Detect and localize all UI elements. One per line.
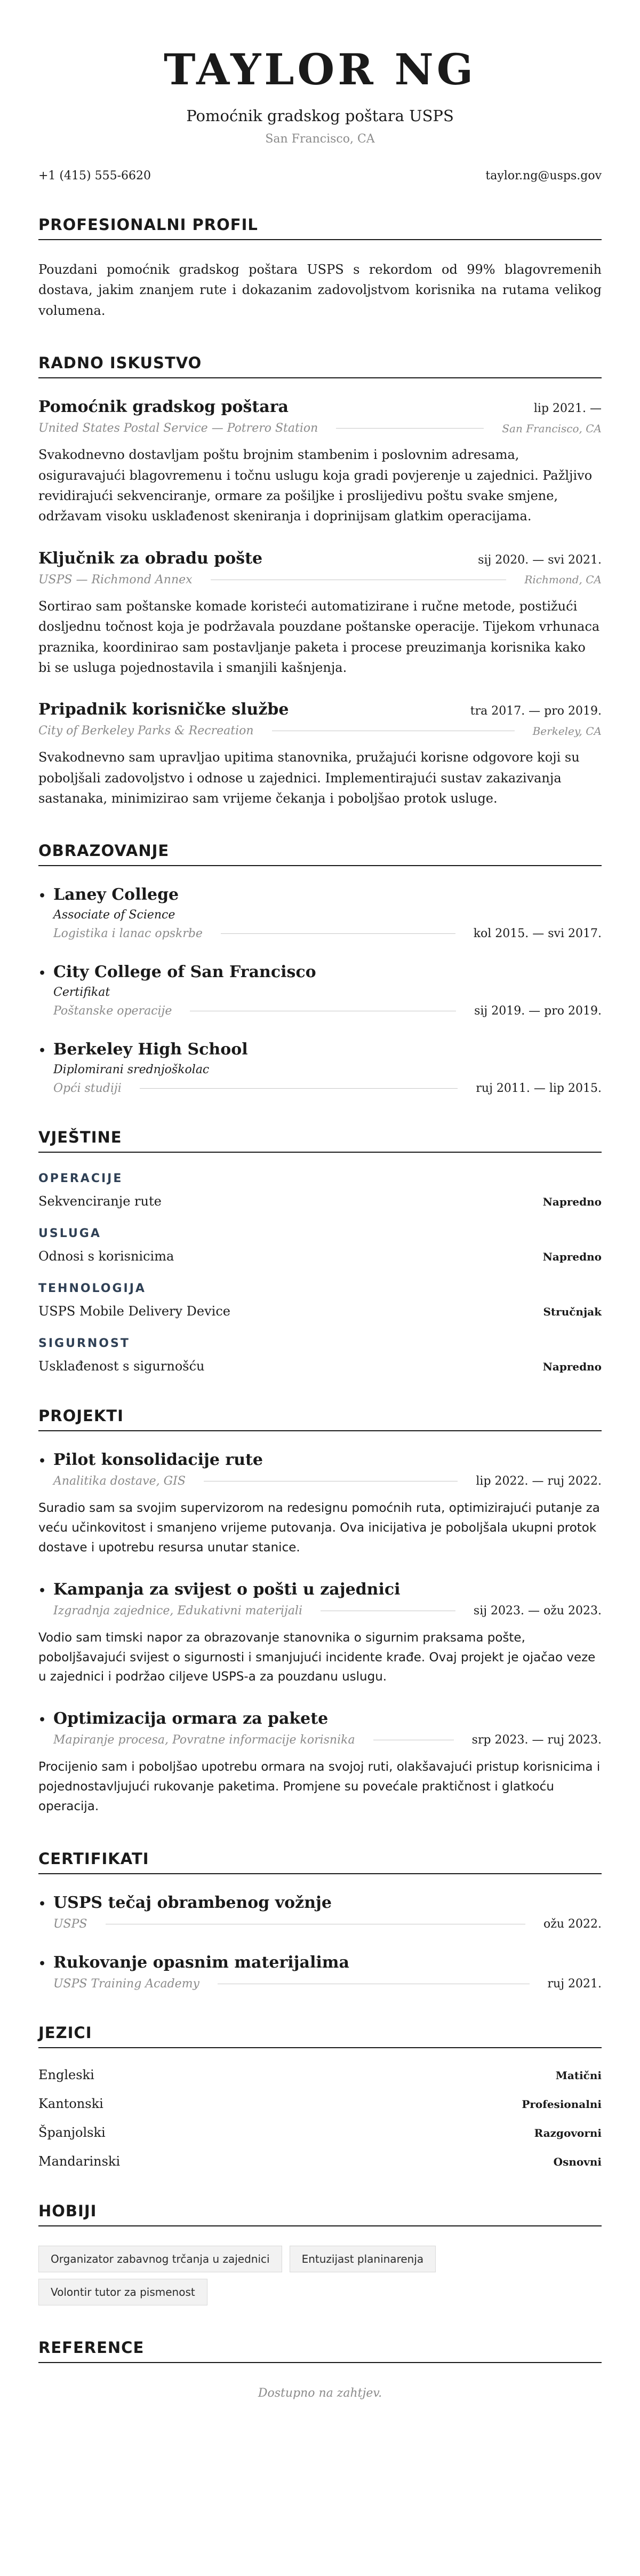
- language-level: Osnovni: [553, 2155, 602, 2168]
- project-description: Suradio sam sa svojim supervizorom na redesignu pomoćnih ruta, optimizirajući putanje za veću učinkovitost i smanjeno vrijeme putovanja. Ova inicijativa je poboljšala ukupni protok dostave i upotrebu resursa unutar stanice.: [38, 1501, 600, 1555]
- skill-level: Napredno: [542, 1195, 602, 1209]
- bullet-icon: •: [38, 1713, 46, 1727]
- languages-section: [38, 2024, 602, 2169]
- skill-category-name: TEHNOLOGIJA: [38, 1282, 146, 1296]
- skill-level: Napredno: [542, 1360, 602, 1374]
- bullet-icon: •: [38, 1583, 46, 1598]
- skill-category: [38, 1227, 602, 1264]
- project-date: lip 2022. — ruj 2022.: [476, 1475, 602, 1488]
- hobby-chip: Entuzijast planinarenja: [290, 2246, 436, 2272]
- study-field: Opći studiji: [53, 1082, 122, 1096]
- job-location: Berkeley, CA: [532, 724, 602, 738]
- education-entry: [38, 963, 602, 1018]
- bullet-icon: •: [38, 966, 46, 981]
- skill-category-name: SIGURNOST: [38, 1337, 130, 1351]
- references-note: Dostupno na zahtjev.: [258, 2386, 382, 2400]
- bullet-icon: •: [38, 889, 46, 903]
- education-entry: [38, 885, 602, 940]
- resume-header: [38, 44, 602, 146]
- experience-section: [38, 354, 602, 809]
- language-name: Mandarinski: [38, 2153, 121, 2169]
- section-heading: PROJEKTI: [38, 1407, 602, 1431]
- skill-name: Sekvenciranje rute: [38, 1194, 162, 1209]
- job-date: sij 2020. — svi 2021.: [478, 553, 602, 567]
- job-description: Sortirao sam poštanske komade koristeći automatizirane i ručne metode, postižući dosljednu točnost koja je podržavala pouzdane poštanske operacije. Tijekom vrhunaca praznika, koordinirao sam postavljanje paketa i procese preuzimanja korisnika kako bi se usluga pojednostavila i smanjili kašnjenja.: [38, 598, 600, 675]
- study-field: Logistika i lanac opskrbe: [53, 927, 203, 941]
- certificate-title: USPS tečaj obrambenog vožnje: [53, 1893, 332, 1912]
- job-entry: [38, 549, 602, 678]
- skill-level: Napredno: [542, 1250, 602, 1264]
- language-row: [38, 2154, 602, 2169]
- section-heading: REFERENCE: [38, 2339, 602, 2363]
- school-name: Laney College: [53, 885, 179, 905]
- hobbies-section: [38, 2202, 602, 2305]
- project-date: srp 2023. — ruj 2023.: [471, 1733, 602, 1747]
- divider: [336, 428, 484, 429]
- project-title: Optimizacija ormara za pakete: [53, 1709, 329, 1729]
- language-row: [38, 2096, 602, 2111]
- certificate-date: ruj 2021.: [547, 1977, 602, 1991]
- project-tags: Izgradnja zajednice, Edukativni materijali: [53, 1604, 303, 1618]
- language-row: [38, 2125, 602, 2140]
- section-heading: CERTIFIKATI: [38, 1850, 602, 1874]
- project-description: Vodio sam timski napor za obrazovanje stanovnika o sigurnim praksama pošte, poboljšavajući svijest o sigurnosti i smanjujući incidente krađe. Ovaj projekt je ojačao veze u zajednici i podržao ciljeve USPS-a za pouzdanu uslugu.: [38, 1630, 596, 1684]
- skill-category-name: OPERACIJE: [38, 1172, 123, 1186]
- skills-section: [38, 1128, 602, 1374]
- skill-name: Usklađenost s sigurnošću: [38, 1359, 205, 1374]
- candidate-location: San Francisco, CA: [265, 132, 375, 146]
- project-tags: Analitika dostave, GIS: [53, 1475, 186, 1488]
- skill-category: [38, 1172, 602, 1209]
- job-company: United States Postal Service — Potrero Station: [38, 422, 318, 435]
- section-heading: PROFESIONALNI PROFIL: [38, 216, 602, 240]
- skill-level: Stručnjak: [543, 1305, 602, 1319]
- section-heading: JEZICI: [38, 2024, 602, 2048]
- language-level: Razgovorni: [534, 2126, 602, 2139]
- bullet-icon: •: [38, 1897, 46, 1911]
- project-date: sij 2023. — ožu 2023.: [473, 1604, 602, 1618]
- degree: Certifikat: [53, 986, 110, 1000]
- skill-category-name: USLUGA: [38, 1227, 101, 1241]
- hobby-chip: Organizator zabavnog trčanja u zajednici: [38, 2246, 282, 2272]
- phone-number: +1 (415) 555-6620: [38, 169, 151, 183]
- certificate-entry: [38, 1953, 602, 1991]
- contact-row: [38, 169, 602, 183]
- job-description: Svakodnevno dostavljam poštu brojnim stambenim i poslovnim adresama, osiguravajući blagovremenu i točnu uslugu koja gradi povjerenje u zajednici. Pažljivo revidirajući sekvenciranje, ormare za pošiljke i proslijedivu poštu svake smjene, održavam visoku usklađenost skeniranja i doprinijsam glatkim operacijama.: [38, 447, 593, 524]
- project-title: Pilot konsolidacije rute: [53, 1451, 263, 1470]
- project-tags: Mapiranje procesa, Povratne informacije korisnika: [53, 1733, 355, 1747]
- certificate-title: Rukovanje opasnim materijalima: [53, 1953, 349, 1972]
- certificate-entry: [38, 1893, 602, 1931]
- education-date: kol 2015. — svi 2017.: [473, 927, 602, 941]
- language-level: Matični: [555, 2068, 602, 2082]
- project-entry: [38, 1709, 602, 1816]
- job-company: City of Berkeley Parks & Recreation: [38, 724, 254, 738]
- project-description: Procijenio sam i poboljšao upotrebu ormara na svojoj ruti, olakšavajući pristup korisnicima i pojednostavljujući rukovanje paketima. Promjene su povećale praktičnost i glatkoću operacija.: [38, 1760, 601, 1813]
- language-name: Kantonski: [38, 2096, 103, 2111]
- bullet-icon: •: [38, 1044, 46, 1058]
- section-heading: OBRAZOVANJE: [38, 842, 602, 866]
- education-date: ruj 2011. — lip 2015.: [476, 1082, 602, 1096]
- email-address: taylor.ng@usps.gov: [485, 169, 602, 183]
- education-section: [38, 842, 602, 1095]
- job-title: Pomoćnik gradskog poštara: [38, 398, 289, 417]
- project-entry: [38, 1580, 602, 1687]
- references-section: [38, 2339, 602, 2400]
- certificate-date: ožu 2022.: [543, 1917, 602, 1931]
- skill-category: [38, 1337, 602, 1374]
- skill-name: USPS Mobile Delivery Device: [38, 1304, 230, 1319]
- hobby-chip: Volontir tutor za pismenost: [38, 2279, 207, 2305]
- project-title: Kampanja za svijest o pošti u zajednici: [53, 1580, 401, 1599]
- projects-section: [38, 1407, 602, 1816]
- project-entry: [38, 1451, 602, 1557]
- degree: Diplomirani srednjoškolac: [53, 1063, 210, 1077]
- job-description: Svakodnevno sam upravljao upitima stanovnika, pružajući korisne odgovore koji su poboljšali zadovoljstvo i odnose u zajednici. Implementirajući sustav zakazivanja sastanaka, minimizirao sam vrijeme čekanja i poboljšao protok usluge.: [38, 750, 580, 806]
- job-location: San Francisco, CA: [502, 422, 602, 435]
- divider: [221, 933, 455, 934]
- skill-category: [38, 1282, 602, 1319]
- divider: [140, 1088, 458, 1089]
- job-location: Richmond, CA: [524, 573, 602, 586]
- profile-summary: Pouzdani pomoćnik gradskog poštara USPS s rekordom od 99% blagovremenih dostava, jakim znanjem rute i dokazanim zadovoljstvom korisnika na rutama velikog volumena.: [38, 262, 602, 318]
- job-entry: [38, 398, 602, 527]
- certificate-issuer: USPS Training Academy: [53, 1977, 199, 1991]
- section-heading: RADNO ISKUSTVO: [38, 354, 602, 378]
- job-company: USPS — Richmond Annex: [38, 573, 193, 586]
- job-date: lip 2021. —: [533, 402, 602, 416]
- language-name: Engleski: [38, 2067, 94, 2082]
- school-name: Berkeley High School: [53, 1040, 248, 1059]
- language-row: [38, 2067, 602, 2082]
- education-entry: [38, 1040, 602, 1095]
- hobby-list: [38, 2246, 602, 2305]
- bullet-icon: •: [38, 1454, 46, 1469]
- candidate-title: Pomoćnik gradskog poštara USPS: [186, 107, 454, 125]
- school-name: City College of San Francisco: [53, 963, 316, 982]
- degree: Associate of Science: [53, 908, 175, 922]
- job-entry: [38, 700, 602, 809]
- job-date: tra 2017. — pro 2019.: [470, 704, 602, 718]
- language-name: Španjolski: [38, 2125, 106, 2140]
- section-heading: HOBIJI: [38, 2202, 602, 2226]
- bullet-icon: •: [38, 1956, 46, 1971]
- certificates-section: [38, 1850, 602, 1991]
- language-level: Profesionalni: [522, 2097, 602, 2111]
- profile-section: [38, 216, 602, 321]
- education-date: sij 2019. — pro 2019.: [474, 1004, 602, 1018]
- skill-name: Odnosi s korisnicima: [38, 1249, 174, 1264]
- certificate-issuer: USPS: [53, 1917, 87, 1931]
- job-title: Pripadnik korisničke službe: [38, 700, 289, 719]
- study-field: Poštanske operacije: [53, 1004, 172, 1018]
- section-heading: VJEŠTINE: [38, 1128, 602, 1153]
- job-title: Ključnik za obradu pošte: [38, 549, 263, 568]
- candidate-name: TAYLOR NG: [163, 44, 477, 94]
